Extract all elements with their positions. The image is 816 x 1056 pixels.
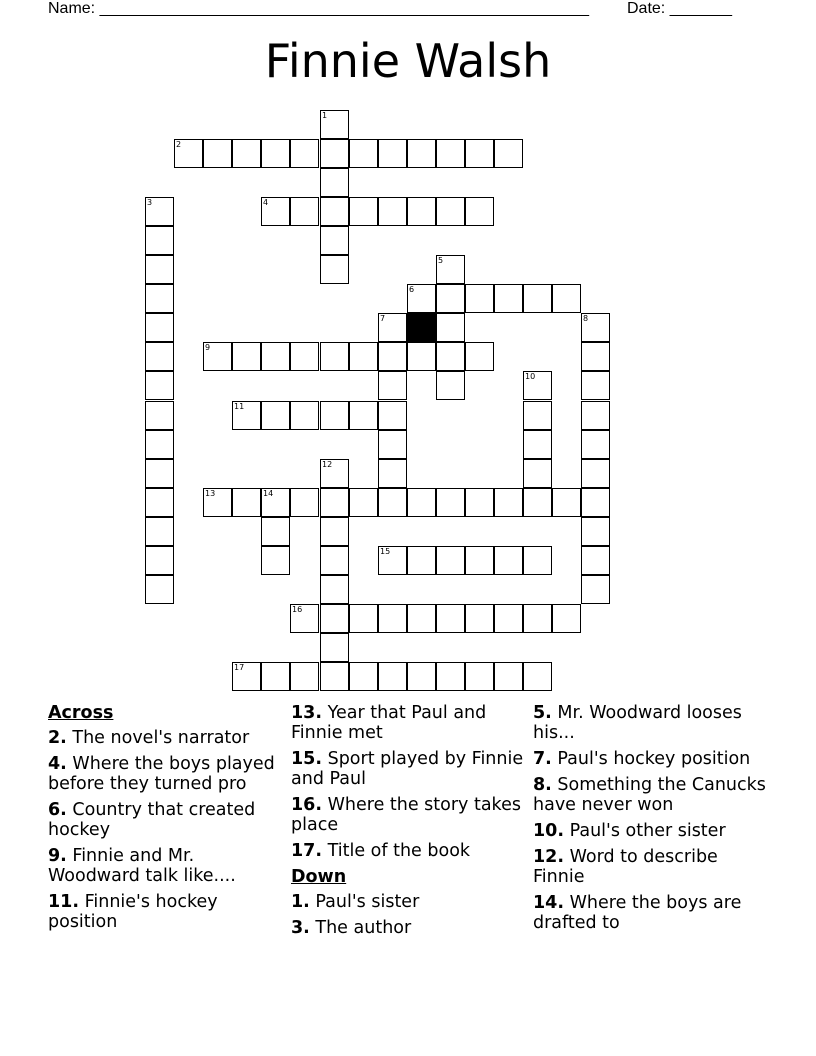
grid-cell[interactable]: [465, 284, 494, 313]
grid-cell[interactable]: [407, 662, 436, 691]
grid-cell[interactable]: [407, 546, 436, 575]
grid-cell[interactable]: [349, 604, 378, 633]
grid-cell[interactable]: [145, 371, 174, 400]
grid-cell[interactable]: [494, 546, 523, 575]
grid-cell[interactable]: [378, 604, 407, 633]
grid-cell[interactable]: [494, 139, 523, 168]
clue-number: 2: [176, 140, 182, 149]
grid-cell[interactable]: [407, 139, 436, 168]
clue-number: 16: [292, 605, 303, 614]
grid-cell[interactable]: [320, 342, 349, 371]
grid-cell[interactable]: [436, 342, 465, 371]
grid-cell[interactable]: [581, 546, 610, 575]
clue-across-16: 16. Where the story takes place: [291, 795, 521, 835]
grid-cell[interactable]: [290, 139, 319, 168]
grid-cell[interactable]: [145, 401, 174, 430]
grid-cell[interactable]: [523, 430, 552, 459]
clue-down-14: 14. Where the boys are drafted to: [533, 893, 742, 933]
clue-number: 14: [263, 489, 274, 498]
grid-cell[interactable]: [552, 488, 581, 517]
grid-cell[interactable]: [145, 284, 174, 313]
grid-cell[interactable]: [465, 342, 494, 371]
grid-cell[interactable]: [290, 662, 319, 691]
clue-down-5: 5. Mr. Woodward looses his...: [533, 703, 742, 743]
grid-cell[interactable]: [436, 488, 465, 517]
grid-cell[interactable]: [407, 604, 436, 633]
clue-down-10: 10. Paul's other sister: [533, 821, 726, 841]
grid-cell[interactable]: [378, 430, 407, 459]
grid-cell[interactable]: [523, 371, 552, 400]
clue-column-1: [48, 703, 286, 938]
grid-cell[interactable]: [436, 371, 465, 400]
clue-number: 13: [205, 489, 216, 498]
grid-cell[interactable]: [436, 284, 465, 313]
grid-cell[interactable]: [465, 197, 494, 226]
grid-cell[interactable]: [523, 604, 552, 633]
grid-cell[interactable]: [261, 342, 290, 371]
grid-cell[interactable]: [581, 459, 610, 488]
clue-number: 6: [409, 285, 415, 294]
grid-cell[interactable]: [581, 517, 610, 546]
grid-cell[interactable]: [349, 662, 378, 691]
grid-cell[interactable]: [581, 401, 610, 430]
grid-cell[interactable]: [465, 488, 494, 517]
grid-cell[interactable]: [145, 575, 174, 604]
grid-cell[interactable]: [320, 255, 349, 284]
clue-number: 11: [234, 402, 245, 411]
grid-cell[interactable]: [436, 313, 465, 342]
grid-cell[interactable]: [320, 459, 349, 488]
grid-cell[interactable]: [378, 342, 407, 371]
grid-cell[interactable]: [320, 197, 349, 226]
grid-cell[interactable]: [552, 284, 581, 313]
grid-cell[interactable]: [581, 430, 610, 459]
down-heading: Down: [291, 867, 347, 887]
grid-cell[interactable]: [174, 139, 203, 168]
grid-cell[interactable]: [320, 604, 349, 633]
grid-cell[interactable]: [232, 342, 261, 371]
clue-down-3: 3. The author: [291, 918, 412, 938]
clue-number: 5: [438, 256, 444, 265]
grid-cell[interactable]: [494, 284, 523, 313]
grid-cell[interactable]: [203, 139, 232, 168]
grid-cell[interactable]: [465, 139, 494, 168]
clue-down-1: 1. Paul's sister: [291, 892, 420, 912]
grid-cell[interactable]: [349, 342, 378, 371]
grid-cell[interactable]: [320, 575, 349, 604]
grid-cell[interactable]: [320, 139, 349, 168]
black-cell: [407, 313, 436, 342]
grid-cell[interactable]: [523, 662, 552, 691]
grid-cell[interactable]: [465, 546, 494, 575]
grid-cell[interactable]: [320, 401, 349, 430]
grid-cell[interactable]: [407, 342, 436, 371]
grid-cell[interactable]: [232, 139, 261, 168]
grid-cell[interactable]: [290, 197, 319, 226]
grid-cell[interactable]: [378, 313, 407, 342]
grid-cell[interactable]: [436, 662, 465, 691]
grid-cell[interactable]: [145, 255, 174, 284]
clue-number: 12: [322, 460, 333, 469]
grid-cell[interactable]: [145, 546, 174, 575]
clue-number: 10: [525, 372, 536, 381]
grid-cell[interactable]: [320, 546, 349, 575]
grid-cell[interactable]: [581, 371, 610, 400]
clue-number: 15: [380, 547, 391, 556]
grid-cell[interactable]: [581, 313, 610, 342]
grid-cell[interactable]: [465, 662, 494, 691]
grid-cell[interactable]: [581, 342, 610, 371]
grid-cell[interactable]: [261, 662, 290, 691]
grid-cell[interactable]: [349, 401, 378, 430]
grid-cell[interactable]: [494, 604, 523, 633]
clue-across-11: 11. Finnie's hockey position: [48, 892, 218, 932]
clue-number: 9: [205, 343, 211, 352]
clue-down-8: 8. Something the Canucks have never won: [533, 775, 766, 815]
grid-cell[interactable]: [378, 662, 407, 691]
grid-cell[interactable]: [145, 313, 174, 342]
clue-across-9: 9. Finnie and Mr. Woodward talk like....: [48, 846, 236, 886]
clue-down-12: 12. Word to describe Finnie: [533, 847, 718, 887]
grid-cell[interactable]: [523, 488, 552, 517]
grid-cell[interactable]: [407, 197, 436, 226]
clue-number: 1: [322, 111, 328, 120]
clue-column-3: [533, 703, 771, 939]
grid-cell[interactable]: [290, 401, 319, 430]
clue-column-2: [291, 703, 529, 944]
clue-across-17: 17. Title of the book: [291, 841, 471, 861]
grid-cell[interactable]: [436, 546, 465, 575]
grid-cell[interactable]: [261, 197, 290, 226]
grid-cell[interactable]: [581, 488, 610, 517]
grid-cell[interactable]: [261, 517, 290, 546]
grid-cell[interactable]: [523, 546, 552, 575]
date-line: Date: _______: [627, 0, 732, 17]
grid-cell[interactable]: [145, 430, 174, 459]
grid-cell[interactable]: [552, 604, 581, 633]
grid-cell[interactable]: [320, 662, 349, 691]
clue-number: 8: [583, 314, 589, 323]
grid-cell[interactable]: [290, 342, 319, 371]
grid-cell[interactable]: [378, 139, 407, 168]
grid-cell[interactable]: [349, 197, 378, 226]
grid-cell[interactable]: [407, 488, 436, 517]
grid-cell[interactable]: [378, 401, 407, 430]
across-heading: Across: [48, 703, 114, 723]
grid-cell[interactable]: [320, 110, 349, 139]
grid-cell[interactable]: [523, 459, 552, 488]
clue-down-7: 7. Paul's hockey position: [533, 749, 751, 769]
grid-cell[interactable]: [581, 575, 610, 604]
grid-cell[interactable]: [290, 488, 319, 517]
clue-across-4: 4. Where the boys played before they turned pro: [48, 754, 275, 794]
clue-number: 4: [263, 198, 269, 207]
grid-cell[interactable]: [145, 459, 174, 488]
grid-cell[interactable]: [436, 604, 465, 633]
grid-cell[interactable]: [232, 488, 261, 517]
grid-cell[interactable]: [378, 488, 407, 517]
clue-across-6: 6. Country that created hockey: [48, 800, 256, 840]
grid-cell[interactable]: [320, 517, 349, 546]
grid-cell[interactable]: [494, 488, 523, 517]
grid-cell[interactable]: [145, 488, 174, 517]
grid-cell[interactable]: [320, 226, 349, 255]
grid-cell[interactable]: [320, 488, 349, 517]
grid-cell[interactable]: [261, 401, 290, 430]
grid-cell[interactable]: [378, 197, 407, 226]
name-line: Name: _______________________________________________________: [48, 0, 589, 17]
grid-cell[interactable]: [436, 255, 465, 284]
grid-cell[interactable]: [203, 342, 232, 371]
grid-cell[interactable]: [436, 197, 465, 226]
grid-cell[interactable]: [523, 401, 552, 430]
grid-cell[interactable]: [290, 604, 319, 633]
grid-cell[interactable]: [349, 139, 378, 168]
grid-cell[interactable]: [349, 488, 378, 517]
grid-cell[interactable]: [320, 168, 349, 197]
grid-cell[interactable]: [145, 517, 174, 546]
page-title: Finnie Walsh: [264, 34, 552, 88]
clue-across-15: 15. Sport played by Finnie and Paul: [291, 749, 524, 789]
clue-number: 17: [234, 663, 245, 672]
grid-cell[interactable]: [261, 546, 290, 575]
grid-cell[interactable]: [320, 633, 349, 662]
grid-cell[interactable]: [378, 371, 407, 400]
clue-across-13: 13. Year that Paul and Finnie met: [291, 703, 487, 743]
grid-cell[interactable]: [145, 226, 174, 255]
grid-cell[interactable]: [145, 342, 174, 371]
grid-cell[interactable]: [407, 284, 436, 313]
grid-cell[interactable]: [232, 401, 261, 430]
clue-number: 3: [147, 198, 153, 207]
grid-cell[interactable]: [465, 604, 494, 633]
grid-cell[interactable]: [261, 139, 290, 168]
grid-cell[interactable]: [232, 662, 261, 691]
grid-cell[interactable]: [145, 197, 174, 226]
grid-cell[interactable]: [203, 488, 232, 517]
grid-cell[interactable]: [494, 662, 523, 691]
grid-cell[interactable]: [436, 139, 465, 168]
clue-across-2: 2. The novel's narrator: [48, 728, 250, 748]
grid-cell[interactable]: [523, 284, 552, 313]
grid-cell[interactable]: [261, 488, 290, 517]
grid-cell[interactable]: [378, 546, 407, 575]
grid-cell[interactable]: [378, 459, 407, 488]
clue-number: 7: [380, 314, 386, 323]
